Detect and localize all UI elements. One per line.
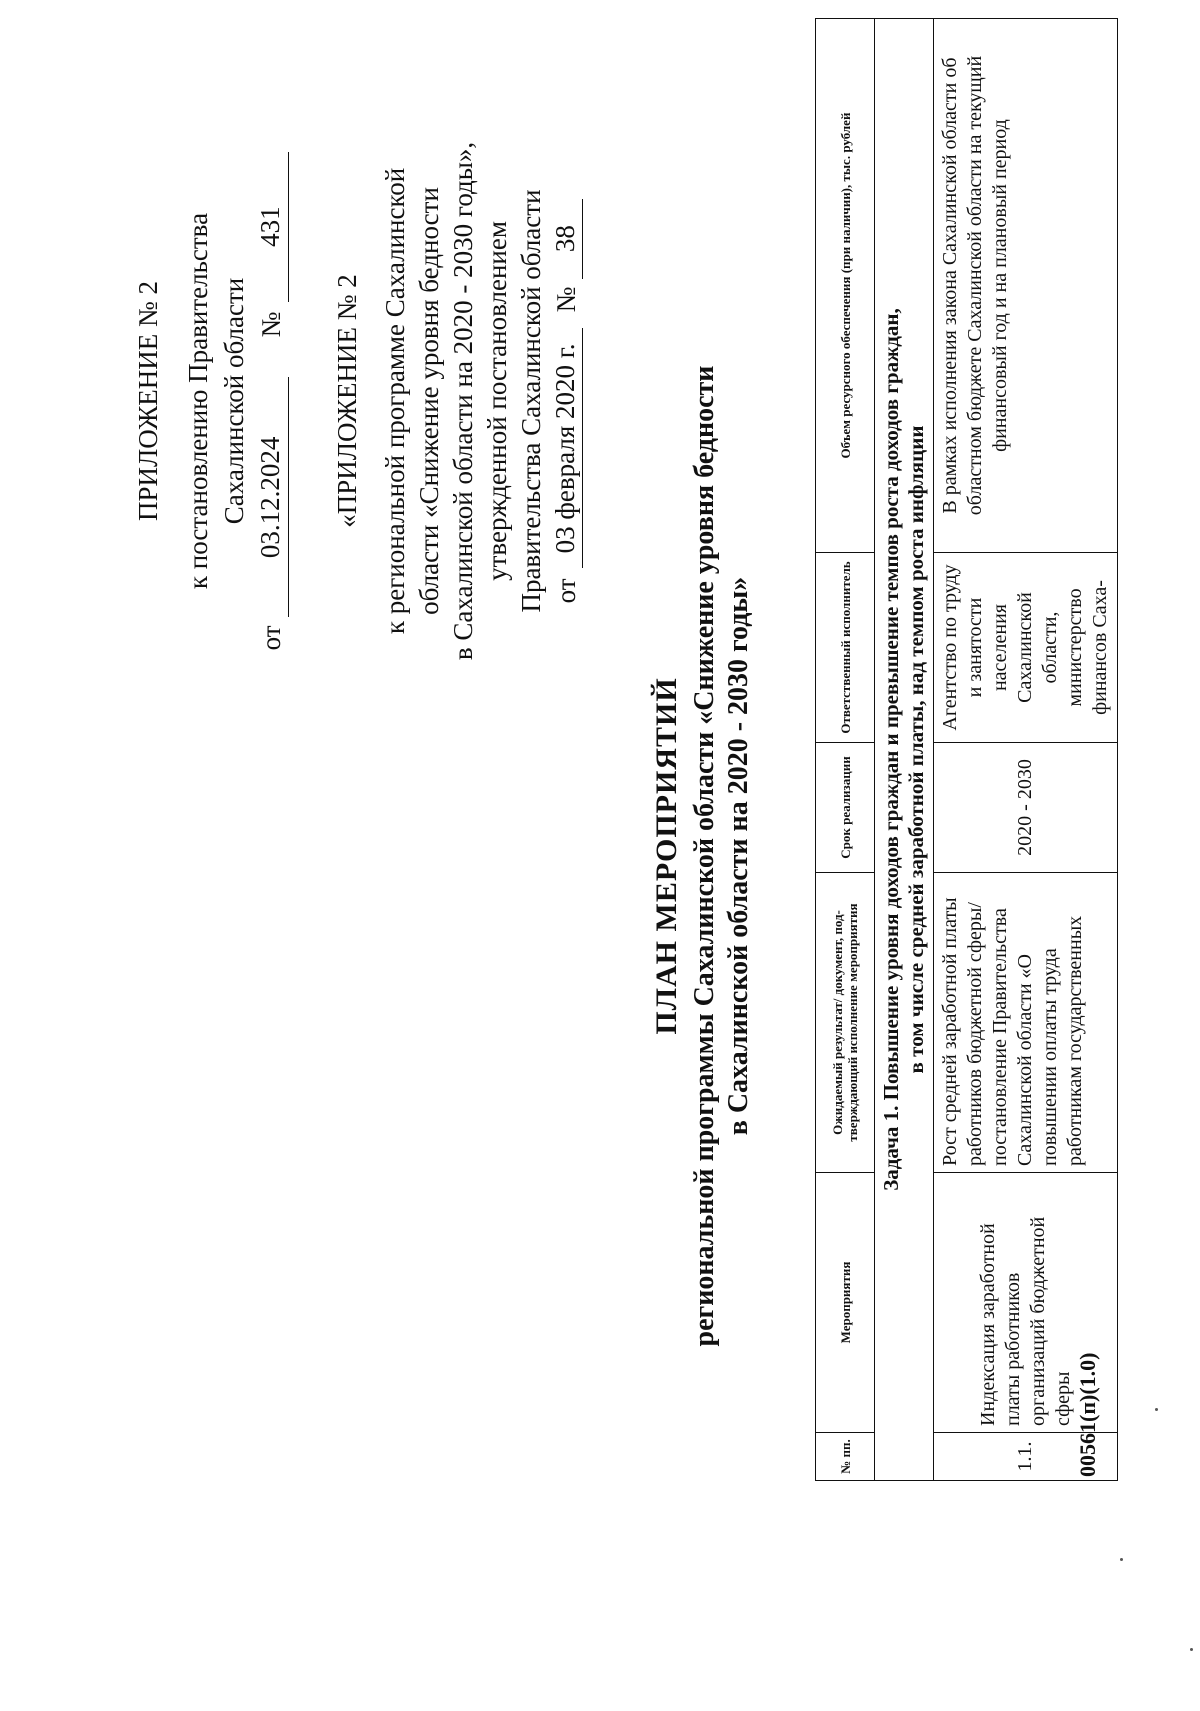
row-executor: Агентство по труду и занятости населения Сахалинской области, министерство финансов Саха- (934, 553, 1118, 743)
scan-speck (1120, 1558, 1123, 1561)
row-result: Рост средней заработной платы работников бюджетной сферы/ постановление Правительства Сахалинской области «О повышении оплаты труда работникам государственных (934, 873, 1118, 1173)
from-label: от (551, 578, 581, 604)
task-1-line: в том числе средней заработной платы, над темпом роста инфляции (904, 425, 928, 1074)
approval-title: ПРИЛОЖЕНИЕ № 2 (133, 280, 163, 522)
row-term: 2020 - 2030 (934, 743, 1118, 873)
row-funding: В рамках исполнения закона Сахалинской области об областном бюджете Сахалинской области на текущий финансовый год и на плановый период (934, 19, 1118, 553)
approval-line: Правительства Сахалинской области (516, 189, 546, 613)
header-executor: Ответственный исполнитель (816, 553, 875, 743)
from-label: от (256, 625, 286, 651)
document-title (650, 231, 756, 1481)
task-1-line: Задача 1. Повышение уровня доходов граждан и превышение темпов роста доходов граждан, (879, 308, 903, 1191)
number-label: № (551, 286, 581, 313)
approval-block-government-decree (130, 121, 289, 681)
header-num: № пп. (816, 1433, 875, 1481)
document-code: 00561(п)(1.0) (1075, 1352, 1100, 1477)
task-1-cell (875, 19, 934, 1481)
number-label: № (256, 311, 286, 338)
scan-speck (1155, 1408, 1158, 1411)
plan-subtitle-line: региональной программы Сахалинской области «Снижение уровня бедности (689, 365, 720, 1347)
approval-date-number-row (252, 121, 289, 681)
approval-line: в Сахалинской области на 2020 - 2030 годы», (448, 141, 478, 661)
scan-speck (1190, 1648, 1193, 1651)
approval-date-number-row (548, 121, 583, 681)
approval-title: «ПРИЛОЖЕНИЕ № 2 (332, 274, 362, 528)
approval-date: 03.12.2024 (252, 377, 289, 617)
measures-plan-table (815, 18, 1118, 1481)
approval-number: 38 (548, 199, 583, 279)
task-row (875, 19, 934, 1481)
approval-line: области «Снижение уровня бедности (414, 187, 444, 615)
approval-line: утвержденной постановлением (482, 221, 512, 581)
plan-heading: ПЛАН МЕРОПРИЯТИЙ (650, 677, 683, 1035)
row-measure: Индексация заработной платы работников организаций бюджетной сферы (934, 1173, 1118, 1433)
header-measures: Мероприятия (816, 1173, 875, 1433)
row-num: 1.1. (934, 1433, 1118, 1481)
header-result: Ожидаемый результат/ документ, под-тверждающий исполнение мероприятия (816, 873, 875, 1173)
plan-subtitle-line: в Сахалинской области на 2020 - 2030 годы» (723, 576, 754, 1136)
header-funding: Объем ресурсного обеспечения (при наличии), тыс. рублей (816, 19, 875, 553)
table-row (934, 19, 1118, 1481)
approval-block-program (330, 121, 583, 681)
approval-line: к постановлению Правительства (183, 212, 213, 590)
table-header-row (816, 19, 875, 1481)
header-term: Срок реализации (816, 743, 875, 873)
approval-line: Сахалинской области (219, 277, 249, 525)
approval-line: к региональной программе Сахалинской (380, 167, 410, 635)
approval-date: 03 февраля 2020 г. (548, 328, 583, 568)
approval-number: 431 (252, 152, 289, 302)
